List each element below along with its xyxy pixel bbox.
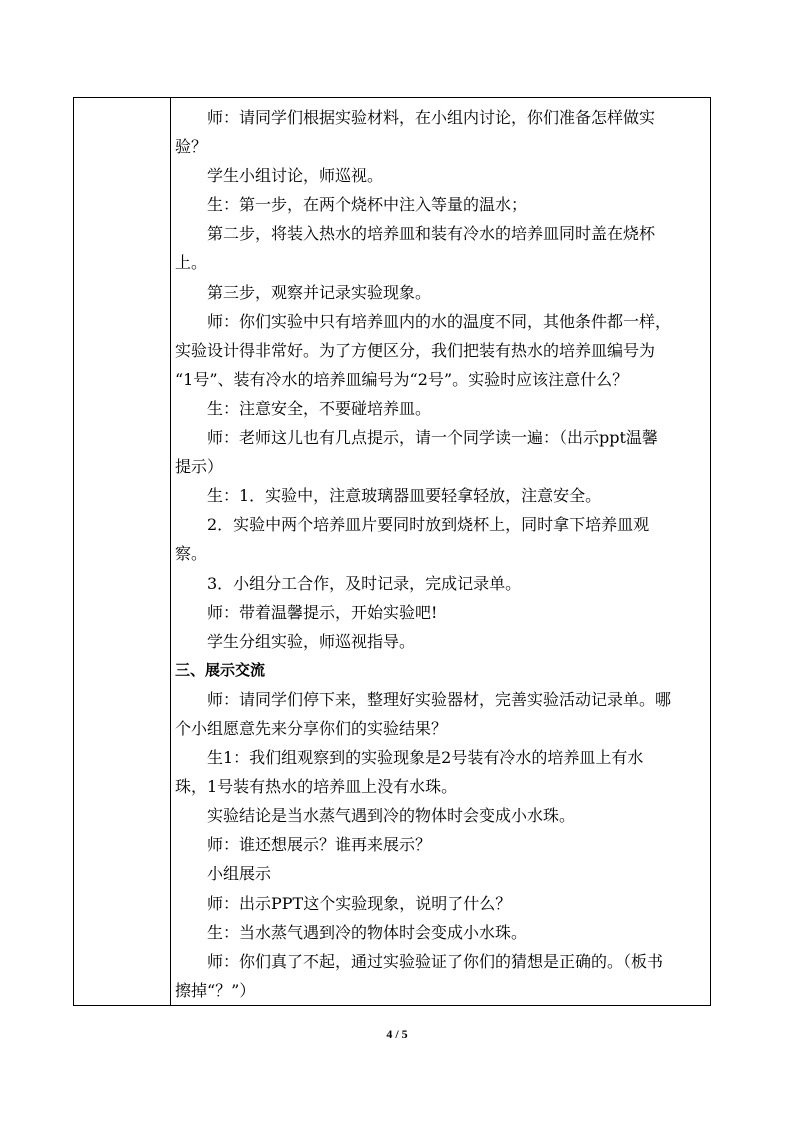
text-line: 生：第一步，在两个烧杯中注入等量的温水； bbox=[207, 195, 528, 215]
lesson-table bbox=[73, 97, 711, 1006]
text-line: 师：请同学们根据实验材料，在小组内讨论，你们准备怎样做实 bbox=[207, 108, 656, 127]
section-heading: 三、展示交流 bbox=[175, 660, 266, 679]
text-line: 第二步，将装入热水的培养皿和装有冷水的培养皿同时盖在烧杯 bbox=[207, 224, 656, 244]
text-line: 上。 bbox=[175, 253, 208, 273]
text-line: 珠，1号装有热水的培养皿上没有水珠。 bbox=[175, 777, 458, 797]
table-column-divider bbox=[170, 98, 171, 1005]
text-line: 师：带着温馨提示，开始实验吧! bbox=[207, 602, 438, 622]
text-line: “1号”、装有冷水的培养皿编号为“2号”。实验时应该注意什么？ bbox=[175, 369, 629, 389]
text-line: 3．小组分工合作，及时记录，完成记录单。 bbox=[207, 573, 522, 593]
text-line: 师：你们真了不起，通过实验验证了你们的猜想是正确的。（板书 bbox=[207, 951, 664, 971]
text-line: 擦掉“？”） bbox=[175, 980, 256, 1000]
text-line: 学生分组实验，师巡视指导。 bbox=[207, 631, 416, 651]
text-line: 2．实验中两个培养皿片要同时放到烧杯上，同时拿下培养皿观 bbox=[207, 515, 650, 535]
text-line: 师：老师这儿也有几点提示，请一个同学读一遍：（出示ppt温馨 bbox=[207, 428, 658, 448]
lesson-content-cell bbox=[175, 103, 705, 1005]
text-line: 生：1．实验中，注意玻璃器皿要轻拿轻放，注意安全。 bbox=[207, 486, 602, 506]
text-line: 师：你们实验中只有培养皿内的水的温度不同，其他条件都一样， bbox=[207, 311, 672, 331]
text-line: 察。 bbox=[175, 544, 208, 564]
text-line: 师：谁还想展示？谁再来展示？ bbox=[207, 835, 432, 855]
text-line: 实验结论是当水蒸气遇到冷的物体时会变成小水珠。 bbox=[207, 806, 576, 826]
text-line: 个小组愿意先来分享你们的实验结果？ bbox=[175, 718, 448, 738]
text-line: 生1：我们组观察到的实验现象是2号装有冷水的培养皿上有水 bbox=[207, 748, 644, 768]
text-line: 第三步，观察并记录实验现象。 bbox=[207, 282, 432, 302]
text-line: 生：注意安全，不要碰培养皿。 bbox=[207, 398, 432, 418]
text-line: 提示） bbox=[175, 457, 224, 477]
page-number: 4 / 5 bbox=[386, 1027, 408, 1041]
text-line: 师：请同学们停下来，整理好实验器材，完善实验活动记录单。哪 bbox=[207, 689, 672, 709]
text-line: 小组展示 bbox=[207, 864, 272, 884]
text-line: 实验设计得非常好。为了方便区分，我们把装有热水的培养皿编号为 bbox=[175, 340, 656, 360]
text-line: 学生小组讨论，师巡视。 bbox=[207, 166, 384, 186]
text-line: 生：当水蒸气遇到冷的物体时会变成小水珠。 bbox=[207, 922, 528, 942]
text-line: 验？ bbox=[175, 137, 208, 157]
text-line: 师：出示PPT这个实验现象，说明了什么？ bbox=[207, 893, 512, 913]
